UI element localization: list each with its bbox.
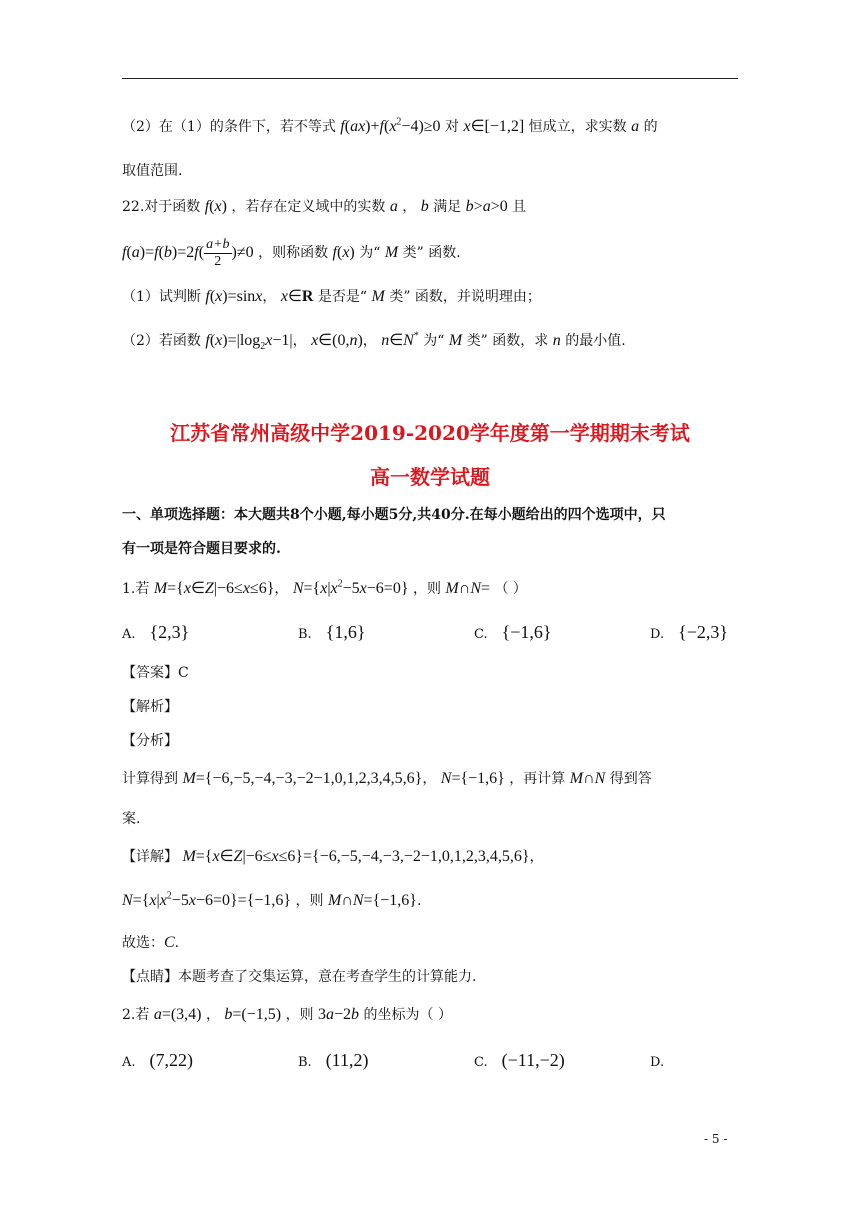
exam-subtitle: 高一数学试题 [370, 465, 490, 489]
page-number: - 5 - [704, 1132, 728, 1146]
text-span: 的坐标为（ ） [363, 1007, 452, 1023]
text-span: 且 [512, 199, 527, 215]
text-span: 22.对于函数 [122, 199, 201, 215]
q1-option-c[interactable] [474, 620, 552, 647]
text-span: （1）试判断 [122, 289, 201, 305]
real-domain: x∈R [280, 288, 314, 305]
open-interval: x∈(0,n) [311, 332, 363, 349]
text-span: 故选： [122, 935, 164, 951]
option-label: D. [650, 627, 665, 642]
q1-analysis-tag: 【解析】 [122, 699, 178, 715]
param-a: a [631, 118, 640, 135]
option-label: A. [122, 627, 136, 642]
option-value: (11,2) [325, 1050, 369, 1070]
option-label: C. [474, 1055, 488, 1070]
text-span: 是否是“ [317, 289, 368, 305]
q1-stem: 1.若 M={x∈Z|−6≤x≤6}， $N=\{x|x^2-5x-6=0\}$ ，则 M∩N= （ ） [122, 578, 527, 597]
text-span: 2.若 [122, 1007, 150, 1023]
text-span: 【详解】 [122, 849, 178, 865]
var-b: b [420, 198, 429, 215]
q22-part2: （2）若函数 $f(x)=|\log_2x-1|$， x∈(0,n)， n∈N* 为“ M 类” 函数，求 n 的最小值. [122, 330, 626, 353]
text-span: 1.若 [122, 581, 150, 597]
q2-option-d[interactable] [650, 1048, 678, 1075]
sin-formula: f(x)=sinx [205, 288, 263, 305]
option-label: C. [474, 627, 488, 642]
option-label: D. [650, 1055, 665, 1070]
text-span: （2）若函数 [122, 333, 201, 349]
option-value: (7,22) [149, 1050, 194, 1070]
q1-dianjing: 【点睛】本题考查了交集运算，意在考查学生的计算能力. [122, 969, 477, 985]
option-label: B. [298, 627, 312, 642]
vector-b: b=(−1,5) [224, 1006, 282, 1023]
option-label: A. [122, 1055, 136, 1070]
q1-fenxi-line1: 计算得到 M={−6,−5,−4,−3,−2−1,0,1,2,3,4,5,6}， N={−1,6} ，再计算 M∩N 得到答 [122, 770, 652, 787]
option-value: {−1,6} [501, 622, 552, 642]
text-span: （ ） [494, 581, 527, 597]
intersection: M∩N= [445, 580, 491, 597]
text-span: 类” 函数. [402, 245, 461, 261]
q22-line1 [122, 196, 742, 218]
set-M: M={x∈Z|−6≤x≤6} [153, 580, 275, 597]
condition-formula: b>a>0 [465, 198, 508, 215]
q1-detail-line1: 【详解】 M={x∈Z|−6≤x≤6}={−6,−5,−4,−3,−2−1,0,1,2,3,4,5,6}， [122, 848, 544, 865]
option-value: {2,3} [149, 622, 190, 642]
fx-formula: f(x) [332, 244, 355, 261]
q1-answer: 【答案】C [122, 665, 189, 681]
log-formula: $f(x)=|\log_2x-1|$ [205, 332, 293, 353]
text-span: 的 [643, 119, 658, 135]
option-value: (−11,−2) [501, 1050, 565, 1070]
q21-part2-line1 [122, 116, 742, 138]
choice-C: C [164, 934, 175, 951]
text-span: 为“ [423, 333, 445, 349]
q22-line2 [122, 236, 742, 270]
set-N: $N=\{x|x^2-5x-6=0\}$ [292, 578, 409, 597]
text-span: 得到答 [609, 771, 652, 787]
option-value: {−2,3} [678, 622, 729, 642]
text-span: ，再计算 [509, 771, 566, 787]
option-value: {1,6} [325, 622, 366, 642]
set-M-list: M={−6,−5,−4,−3,−2−1,0,1,2,3,4,5,6} [182, 770, 423, 787]
inequality-formula: $f(ax)+f(x^2-4)\ge 0$ [340, 116, 441, 135]
q1-fenxi-line2: 案. [122, 811, 141, 827]
intersection-result: M∩N={−1,6} [327, 892, 417, 909]
header-rule [122, 78, 738, 79]
text-span: 的最小值. [565, 333, 626, 349]
set-N-detail: $N=\{x|x^2-5x-6=0\}=\{-1,6\}$ [122, 890, 292, 909]
vector-expr: 3a−2b [318, 1006, 360, 1023]
text-span: ，则 [285, 1007, 314, 1023]
vector-a: a=(3,4) [153, 1006, 202, 1023]
fx-formula: f(x) [204, 198, 227, 215]
exam-title: 江苏省常州高级中学2019-2020学年度第一学期期末考试 [170, 421, 690, 445]
text-span: 计算得到 [122, 771, 178, 787]
text-span: 恒成立，求实数 [528, 119, 627, 135]
q1-option-a[interactable] [122, 620, 189, 647]
text-span: 为“ [359, 245, 381, 261]
q1-fenxi-tag: 【分析】 [122, 733, 178, 749]
q2-option-c[interactable] [474, 1048, 565, 1075]
q2-option-b[interactable] [298, 1048, 369, 1075]
text-span: 类” 函数，并说明理由； [389, 289, 541, 305]
var-M: M [384, 244, 399, 261]
text-span: ，若存在定义域中的实数 [231, 199, 386, 215]
text-span: ，则 [412, 581, 441, 597]
var-a: a [389, 198, 398, 215]
q1-detail-line2: $N=\{x|x^2-5x-6=0\}=\{-1,6\}$ ，则 M∩N={−1,6}. [122, 890, 422, 909]
var-n: n [552, 332, 561, 349]
q2-option-a[interactable] [122, 1048, 193, 1075]
q1-conclude: 故选：C. [122, 934, 180, 951]
var-M: M [371, 288, 385, 305]
option-label: B. [298, 1055, 312, 1070]
section1-line1: 一、单项选择题：本大题共8个小题,每小题5分,共40分.在每小题给出的四个选项中，只 [122, 507, 666, 523]
intersection: M∩N [569, 770, 606, 787]
text-span: ， [402, 199, 417, 215]
q1-option-b[interactable] [298, 620, 365, 647]
q2-stem [122, 1004, 742, 1026]
section1-line2: 有一项是符合题目要求的. [122, 541, 281, 557]
fraction: $\frac{a+b}{2}$ [206, 236, 230, 269]
text-span: 对 [445, 119, 460, 135]
equation-formula: f(a)=f(b)=2f( $\frac{a+b}{2}$ )≠0 [122, 236, 254, 269]
set-N-list: N={−1,6} [440, 770, 505, 787]
text-span: ， [205, 1007, 220, 1023]
q22-part1: （1）试判断 f(x)=sinx， x∈R 是否是“ M 类” 函数，并说明理由； [122, 288, 541, 305]
text-span: 满足 [433, 199, 462, 215]
q1-option-d[interactable] [650, 620, 728, 647]
q21-part2-line2: 取值范围. [122, 163, 183, 179]
n-natural: n∈N* [381, 330, 419, 349]
set-M-detail: M={x∈Z|−6≤x≤6}={−6,−5,−4,−3,−2−1,0,1,2,3,4,5,6} [182, 848, 530, 865]
var-M: M [448, 332, 463, 349]
text-span: ，则 [295, 893, 324, 909]
domain-formula: x∈[−1,2] [463, 118, 525, 135]
text-span: （2）在（1）的条件下，若不等式 [122, 119, 336, 135]
text-span: 类” 函数，求 [466, 333, 549, 349]
text-span: ，则称函数 [258, 245, 329, 261]
